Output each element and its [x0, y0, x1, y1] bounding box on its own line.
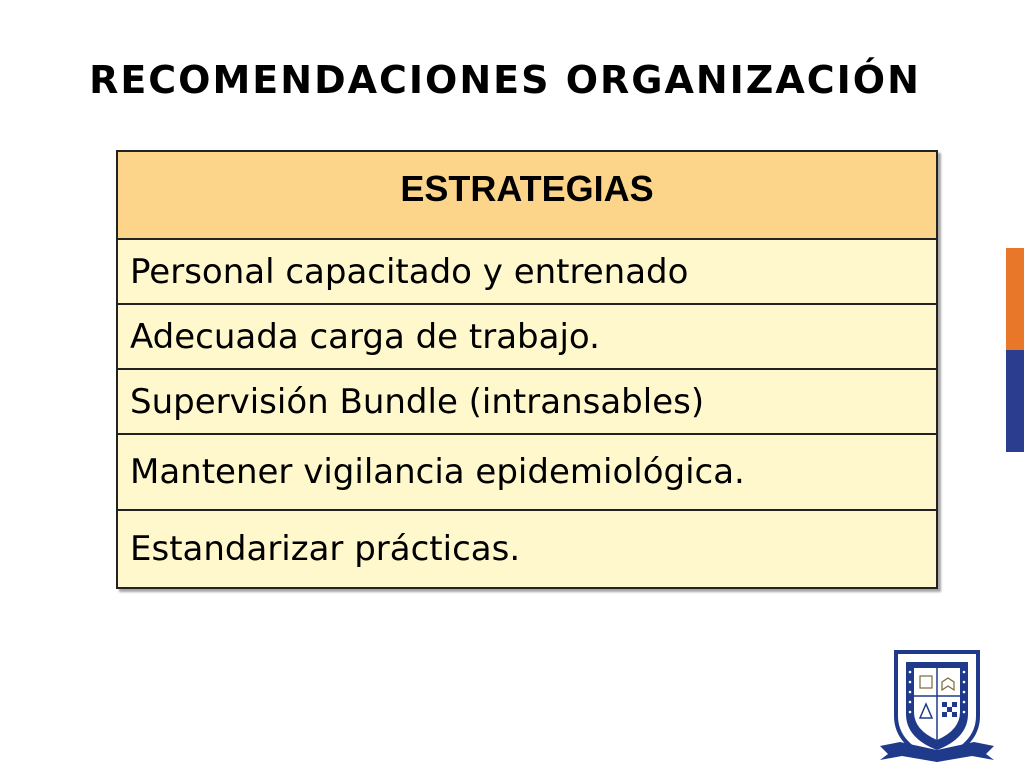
- side-accent-orange: [1006, 248, 1024, 350]
- side-accent-blue: [1006, 350, 1024, 452]
- table-row: Supervisión Bundle (intransables): [118, 370, 936, 435]
- table-row: Mantener vigilancia epidemiológica.: [118, 435, 936, 511]
- slide-title: RECOMENDACIONES ORGANIZACIÓN: [89, 58, 921, 102]
- table-header: ESTRATEGIAS: [118, 152, 936, 240]
- table-row: Adecuada carga de trabajo.: [118, 305, 936, 370]
- strategies-table: [116, 150, 938, 589]
- table-row: Personal capacitado y entrenado: [118, 240, 936, 305]
- table-row: Estandarizar prácticas.: [118, 511, 936, 587]
- university-shield-icon: [876, 646, 998, 764]
